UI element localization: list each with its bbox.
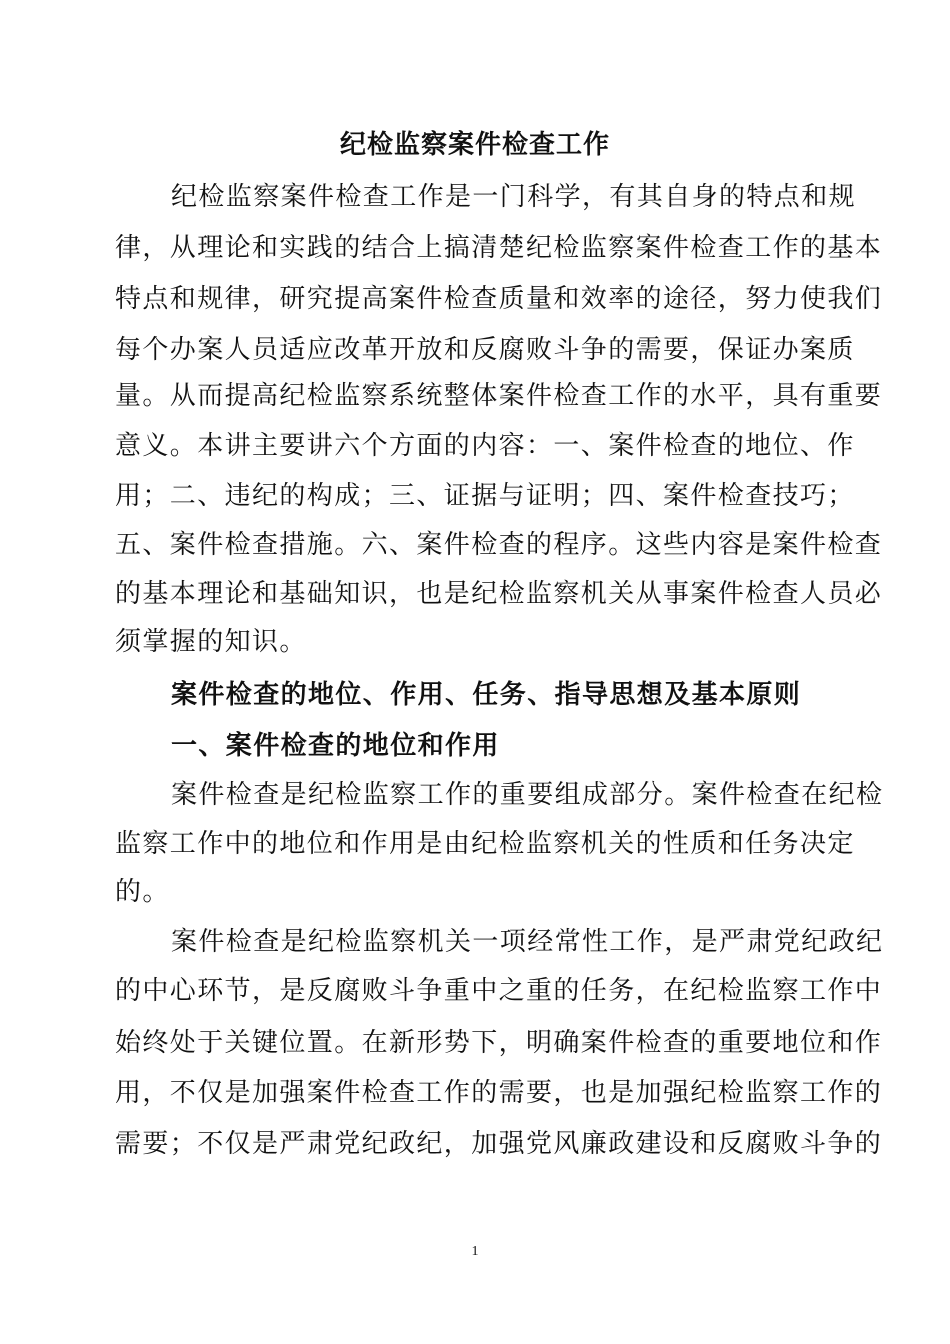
paragraph-line: 用；二、违纪的构成；三、证据与证明；四、案件检查技巧； bbox=[115, 481, 855, 511]
paragraph-line: 须掌握的知识。 bbox=[115, 627, 307, 657]
paragraph-line: 案件检查是纪检监察工作的重要组成部分。案件检查在纪检 bbox=[171, 780, 884, 810]
paragraph-line: 每个办案人员适应改革开放和反腐败斗争的需要，保证办案质 bbox=[115, 335, 855, 365]
paragraph-line: 纪检监察案件检查工作是一门科学，有其自身的特点和规 bbox=[171, 182, 857, 212]
subsection-heading: 一、案件检查的地位和作用 bbox=[171, 731, 500, 761]
document-title: 纪检监察案件检查工作 bbox=[339, 130, 610, 160]
paragraph-line: 的中心环节，是反腐败斗争重中之重的任务，在纪检监察工作中 bbox=[115, 976, 883, 1006]
paragraph-line: 量。从而提高纪检监察系统整体案件检查工作的水平，具有重要 bbox=[115, 381, 883, 411]
section-heading: 案件检查的地位、作用、任务、指导思想及基本原则 bbox=[171, 680, 802, 710]
paragraph-line: 的基本理论和基础知识，也是纪检监察机关从事案件检查人员必 bbox=[115, 579, 883, 609]
paragraph-line: 的。 bbox=[115, 877, 170, 907]
page-number: 1 bbox=[471, 1244, 479, 1259]
paragraph-line: 用，不仅是加强案件检查工作的需要，也是加强纪检监察工作的 bbox=[115, 1078, 883, 1108]
paragraph-line: 律，从理论和实践的结合上搞清楚纪检监察案件检查工作的基本 bbox=[115, 233, 883, 263]
paragraph-line: 五、案件检查措施。六、案件检查的程序。这些内容是案件检查 bbox=[115, 530, 883, 560]
paragraph-line: 监察工作中的地位和作用是由纪检监察机关的性质和任务决定 bbox=[115, 829, 855, 859]
paragraph-line: 需要；不仅是严肃党纪政纪，加强党风廉政建设和反腐败斗争的 bbox=[115, 1129, 883, 1159]
paragraph-line: 案件检查是纪检监察机关一项经常性工作，是严肃党纪政纪 bbox=[171, 927, 884, 957]
paragraph-line: 特点和规律，研究提高案件检查质量和效率的途径，努力使我们 bbox=[115, 284, 883, 314]
paragraph-line: 始终处于关键位置。在新形势下，明确案件检查的重要地位和作 bbox=[115, 1028, 883, 1058]
paragraph-line: 意义。本讲主要讲六个方面的内容：一、案件检查的地位、作 bbox=[115, 431, 855, 461]
